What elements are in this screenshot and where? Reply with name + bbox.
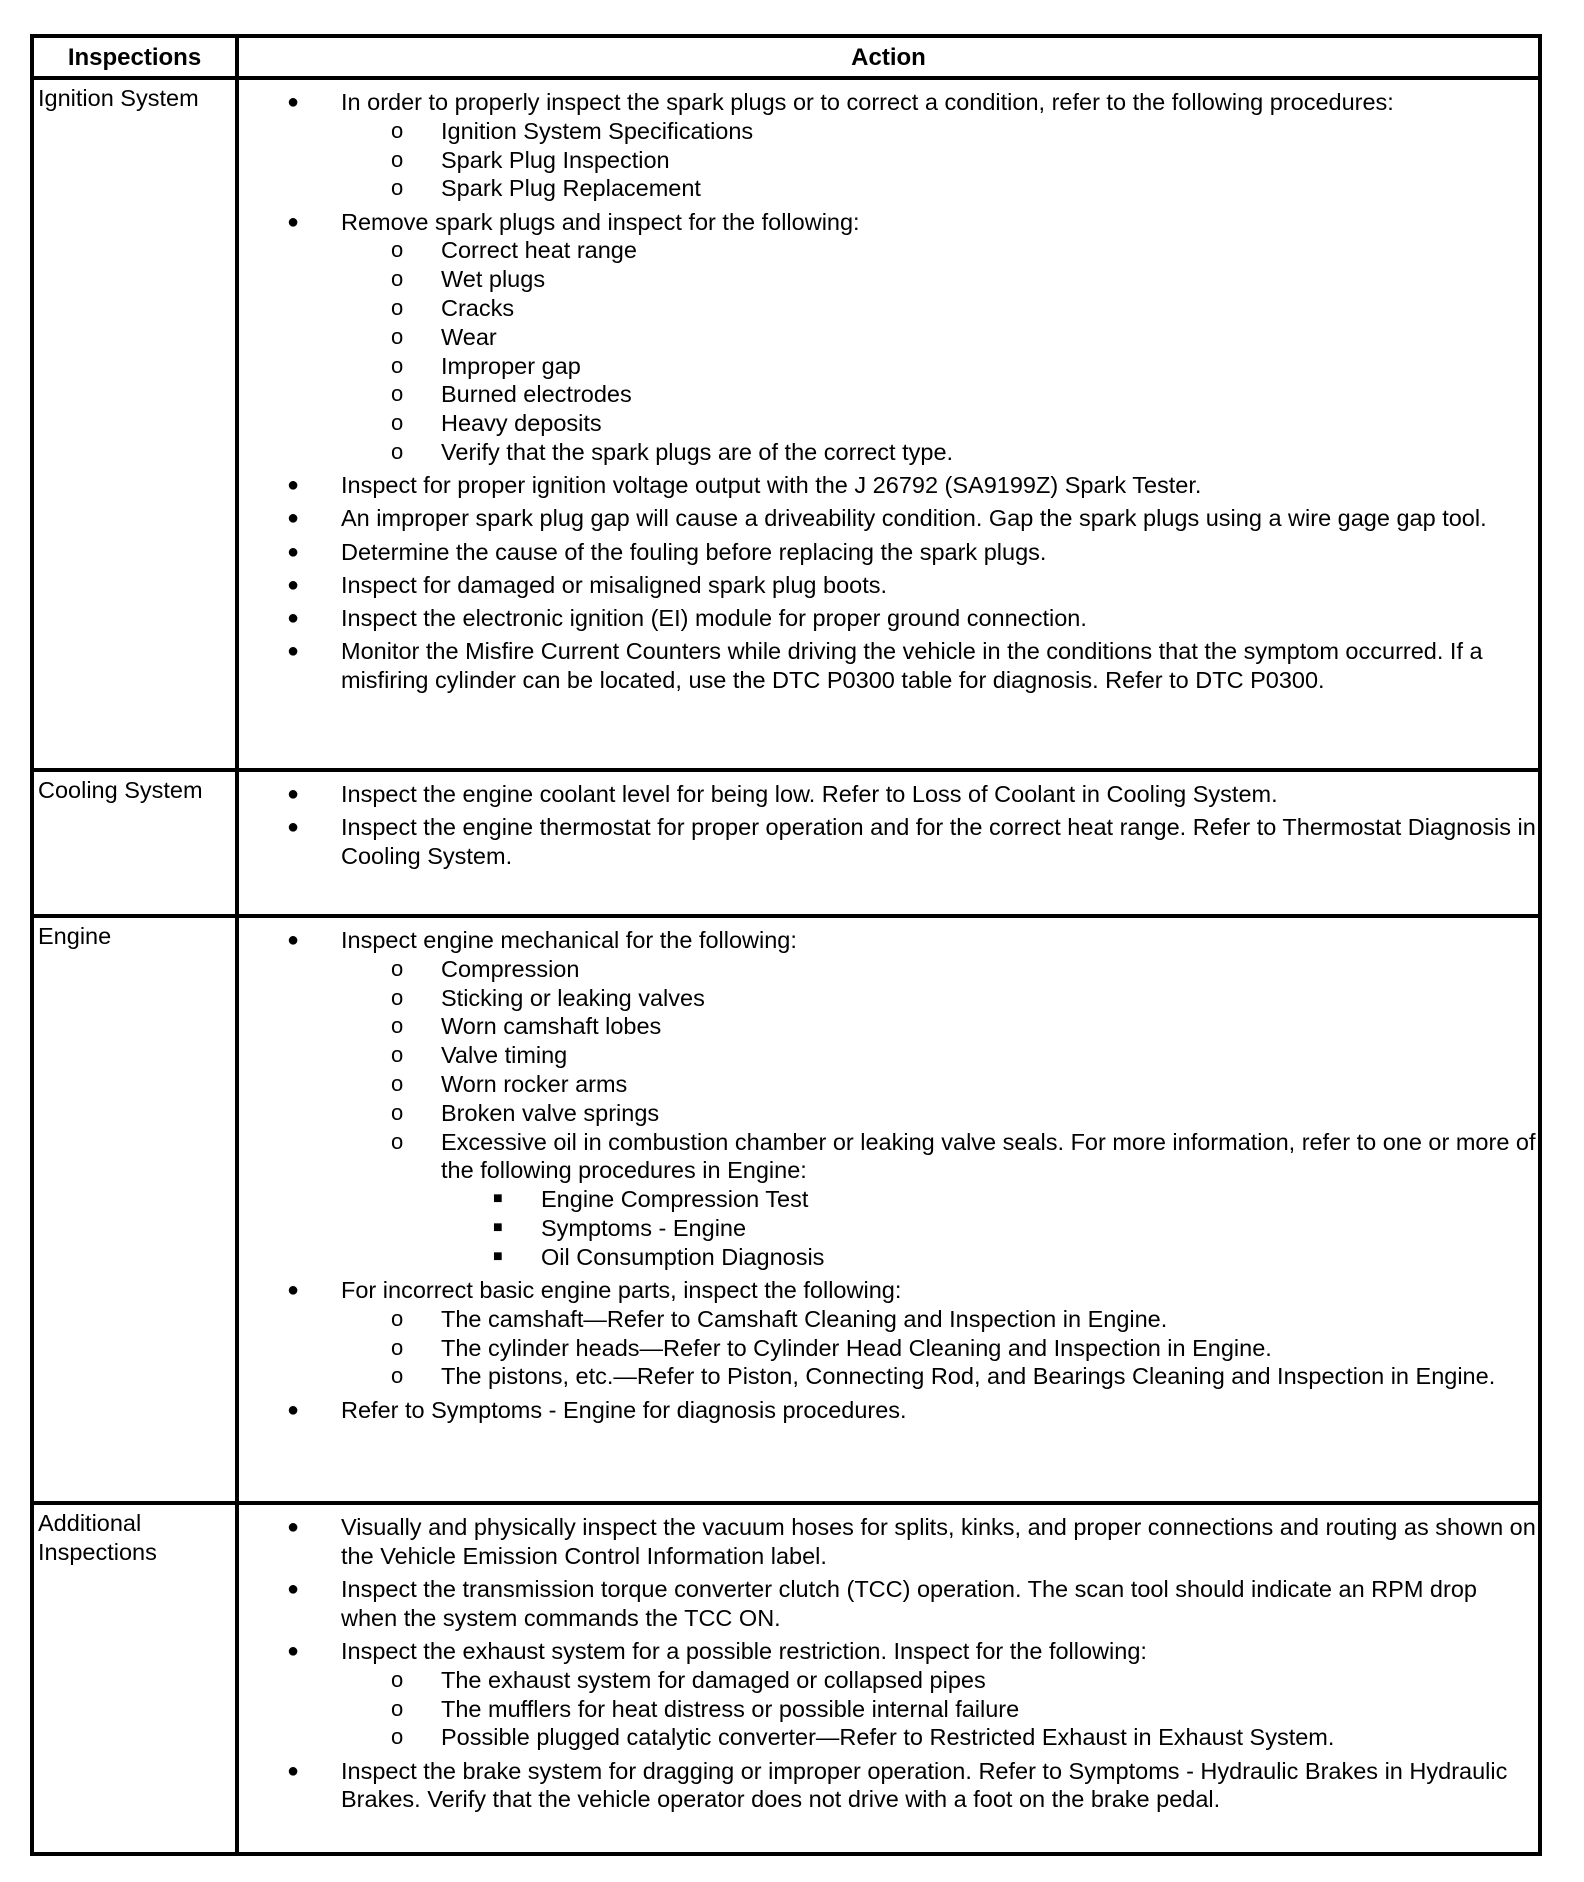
sub-item-text: Worn camshaft lobes: [441, 1013, 662, 1040]
bullet-list: [239, 926, 1538, 1424]
sub-sub-item: [441, 1185, 1538, 1214]
square-bullet-icon: ■: [493, 1190, 503, 1208]
sub-item: [341, 174, 1538, 203]
sub-item: [341, 1362, 1538, 1391]
sub-item-text: Cracks: [441, 294, 515, 321]
circle-bullet-icon: o: [391, 117, 404, 143]
list-item: [239, 926, 1538, 1272]
item-text: Inspect for proper ignition voltage output with the J 26792 (SA9199Z) Spark Tester.: [341, 472, 1202, 499]
sub-item-text: Correct heat range: [441, 237, 637, 264]
square-bullet-icon: ■: [493, 1218, 503, 1236]
list-item: [239, 1396, 1538, 1425]
header-action: Action: [851, 44, 926, 71]
list-item: [239, 780, 1538, 809]
bullet-list: [239, 1513, 1538, 1814]
circle-bullet-icon: o: [391, 1013, 404, 1039]
sub-item: [341, 1012, 1538, 1041]
circle-bullet-icon: o: [391, 1128, 404, 1154]
circle-bullet-icon: o: [391, 1695, 404, 1721]
square-bullet-icon: ■: [493, 1247, 503, 1265]
bullet-icon: ●: [287, 507, 300, 530]
circle-bullet-icon: o: [391, 410, 404, 436]
circle-bullet-icon: o: [391, 1724, 404, 1750]
circle-bullet-icon: o: [391, 1666, 404, 1692]
bullet-icon: ●: [287, 816, 300, 839]
item-text: Inspect the exhaust system for a possible restriction. Inspect for the following:: [341, 1637, 1147, 1664]
bullet-icon: ●: [287, 91, 300, 113]
bullet-icon: ●: [287, 1278, 300, 1301]
circle-bullet-icon: o: [391, 323, 404, 349]
sub-item: [341, 1099, 1538, 1128]
sub-item: [341, 984, 1538, 1013]
sub-item-text: The mufflers for heat distress or possible internal failure: [441, 1695, 1020, 1722]
sub-item: [341, 1723, 1538, 1752]
sub-item-text: The pistons, etc.—Refer to Piston, Connecting Rod, and Bearings Cleaning and Inspection in Engine.: [441, 1363, 1496, 1390]
list-item: [239, 1757, 1538, 1815]
sub-item: [341, 1041, 1538, 1070]
circle-bullet-icon: o: [391, 1070, 404, 1096]
item-text: Inspect the transmission torque converter clutch (TCC) operation. The scan tool should indicate an RPM drop when the system commands the TCC ON.: [341, 1575, 1477, 1631]
sub-item: [341, 1305, 1538, 1334]
circle-bullet-icon: o: [391, 1363, 404, 1389]
sub-item: [341, 1334, 1538, 1363]
sub-item-text: The camshaft—Refer to Camshaft Cleaning and Inspection in Engine.: [441, 1305, 1168, 1332]
list-item: [239, 88, 1538, 203]
sub-item: [341, 1128, 1538, 1272]
sub-list: [341, 955, 1538, 1272]
sub-item-text: Worn rocker arms: [441, 1070, 628, 1097]
sub-item-text: Broken valve springs: [441, 1099, 660, 1126]
sub-item: [341, 146, 1538, 175]
sub-item-text: Valve timing: [441, 1042, 568, 1069]
circle-bullet-icon: o: [391, 1099, 404, 1125]
sub-item: [341, 380, 1538, 409]
circle-bullet-icon: o: [391, 175, 404, 201]
sub-item: [341, 409, 1538, 438]
sub-item-text: Excessive oil in combustion chamber or leaking valve seals. For more information, refer to one or more of the following procedures in Engine:: [441, 1128, 1536, 1184]
sub-sub-item-text: Symptoms - Engine: [541, 1214, 747, 1241]
circle-bullet-icon: o: [391, 352, 404, 378]
list-item: [239, 637, 1538, 695]
sub-item: [341, 1695, 1538, 1724]
item-text: Inspect the brake system for dragging or improper operation. Refer to Symptoms - Hydraulic Brakes in Hydraulic Brakes. Verify that the vehicle operator does not drive with a foot on the brake pedal.: [341, 1757, 1508, 1813]
sub-item: [341, 438, 1538, 467]
item-text: Refer to Symptoms - Engine for diagnosis procedures.: [341, 1396, 907, 1423]
circle-bullet-icon: o: [391, 955, 404, 981]
row-divider: [34, 1501, 1538, 1505]
list-item: [239, 604, 1538, 633]
sub-item-text: Compression: [441, 955, 580, 982]
bullet-icon: ●: [287, 1398, 300, 1421]
item-text: An improper spark plug gap will cause a driveability condition. Gap the spark plugs using a wire gage gap tool.: [341, 505, 1487, 532]
sub-list: [341, 1666, 1538, 1752]
item-text: Monitor the Misfire Current Counters while driving the vehicle in the conditions that the symptom occurred. If a misfiring cylinder can be located, use the DTC P0300 table for diagnosis. Refer to DTC P0300.: [341, 638, 1483, 693]
bullet-icon: ●: [287, 540, 300, 563]
sub-list: [341, 117, 1538, 203]
sub-item: [341, 1666, 1538, 1695]
circle-bullet-icon: o: [391, 1042, 404, 1068]
bullet-icon: ●: [287, 210, 300, 233]
sub-item: [341, 323, 1538, 352]
sub-item: [341, 236, 1538, 265]
sub-item: [341, 265, 1538, 294]
item-text: Inspect the engine coolant level for being low. Refer to Loss of Coolant in Cooling System.: [341, 781, 1278, 807]
circle-bullet-icon: o: [391, 984, 404, 1010]
bullet-icon: ●: [287, 474, 300, 497]
header-inspections: Inspections: [67, 44, 202, 71]
bullet-icon: ●: [287, 1759, 300, 1782]
circle-bullet-icon: o: [391, 1305, 404, 1331]
item-text: Inspect for damaged or misaligned spark plug boots.: [341, 571, 888, 598]
circle-bullet-icon: o: [391, 237, 404, 263]
inspection-table: [30, 34, 1542, 1856]
row-divider: [34, 768, 1538, 772]
circle-bullet-icon: o: [391, 266, 404, 292]
item-text: Remove spark plugs and inspect for the following:: [341, 208, 860, 235]
bullet-icon: ●: [287, 1516, 300, 1538]
list-item: [239, 1575, 1538, 1633]
bullet-icon: ●: [287, 783, 300, 805]
sub-item-text: Improper gap: [441, 352, 581, 379]
item-text: Inspect the engine thermostat for proper operation and for the correct heat range. Refer to Thermostat Diagnosis in Cooling System.: [341, 814, 1536, 869]
sub-sub-item: [441, 1243, 1538, 1272]
sub-item-text: Possible plugged catalytic converter—Refer to Restricted Exhaust in Exhaust System.: [441, 1724, 1335, 1751]
sub-item-text: Verify that the spark plugs are of the correct type.: [441, 438, 954, 465]
list-item: [239, 504, 1538, 533]
circle-bullet-icon: o: [391, 146, 404, 172]
sub-sub-item: [441, 1214, 1538, 1243]
bullet-icon: ●: [287, 1577, 300, 1600]
list-item: [239, 471, 1538, 500]
sub-sub-item-text: Engine Compression Test: [541, 1186, 809, 1213]
action-cell-engine: [239, 926, 1538, 1429]
action-cell-ignition: [239, 88, 1538, 699]
item-text: For incorrect basic engine parts, inspect the following:: [341, 1276, 902, 1303]
sub-item-text: Wear: [441, 323, 497, 350]
bullet-list: [239, 780, 1538, 871]
item-text: Inspect engine mechanical for the following:: [341, 927, 797, 953]
row-divider: [34, 914, 1538, 918]
list-item: [239, 1276, 1538, 1391]
sub-item: [341, 294, 1538, 323]
bullet-icon: ●: [287, 640, 300, 663]
sub-list: [341, 236, 1538, 466]
sub-item-text: The exhaust system for damaged or collapsed pipes: [441, 1666, 986, 1693]
action-cell-cooling: [239, 780, 1538, 875]
list-item: [239, 813, 1538, 871]
item-text: Visually and physically inspect the vacuum hoses for splits, kinks, and proper connections and routing as shown on the Vehicle Emission Control Information label.: [341, 1514, 1536, 1569]
list-item: [239, 208, 1538, 467]
sub-item: [341, 955, 1538, 984]
sub-item: [341, 352, 1538, 381]
row-label-additional-inspections: Additional Inspections: [38, 1510, 157, 1565]
bullet-icon: ●: [287, 606, 300, 629]
sub-item-text: The cylinder heads—Refer to Cylinder Head Cleaning and Inspection in Engine.: [441, 1334, 1272, 1361]
sub-item-text: Spark Plug Replacement: [441, 175, 701, 202]
circle-bullet-icon: o: [391, 294, 404, 320]
circle-bullet-icon: o: [391, 1334, 404, 1360]
sub-list: [341, 1305, 1538, 1391]
row-label-cooling-system: Cooling System: [38, 777, 203, 803]
bullet-list: [239, 88, 1538, 695]
sub-sub-list: [441, 1185, 1538, 1271]
circle-bullet-icon: o: [391, 438, 404, 464]
bullet-icon: ●: [287, 1639, 300, 1662]
header-divider: [34, 76, 1538, 80]
sub-item-text: Spark Plug Inspection: [441, 146, 670, 173]
row-label-engine: Engine: [38, 923, 112, 949]
list-item: [239, 1513, 1538, 1571]
item-text: In order to properly inspect the spark plugs or to correct a condition, refer to the following procedures:: [341, 89, 1394, 115]
sub-item-text: Wet plugs: [441, 266, 546, 293]
sub-item-text: Heavy deposits: [441, 410, 602, 437]
item-text: Inspect the electronic ignition (EI) module for proper ground connection.: [341, 604, 1087, 631]
circle-bullet-icon: o: [391, 381, 404, 407]
list-item: [239, 571, 1538, 600]
sub-item: [341, 117, 1538, 146]
sub-item-text: Sticking or leaking valves: [441, 984, 705, 1011]
bullet-icon: ●: [287, 929, 300, 951]
item-text: Determine the cause of the fouling before replacing the spark plugs.: [341, 538, 1047, 565]
action-cell-additional: [239, 1513, 1538, 1819]
list-item: [239, 1637, 1538, 1752]
sub-item-text: Burned electrodes: [441, 381, 632, 408]
row-label-ignition-system: Ignition System: [38, 85, 199, 111]
sub-item: [341, 1070, 1538, 1099]
sub-item-text: Ignition System Specifications: [441, 117, 754, 144]
sub-sub-item-text: Oil Consumption Diagnosis: [541, 1243, 825, 1270]
list-item: [239, 538, 1538, 567]
bullet-icon: ●: [287, 573, 300, 596]
